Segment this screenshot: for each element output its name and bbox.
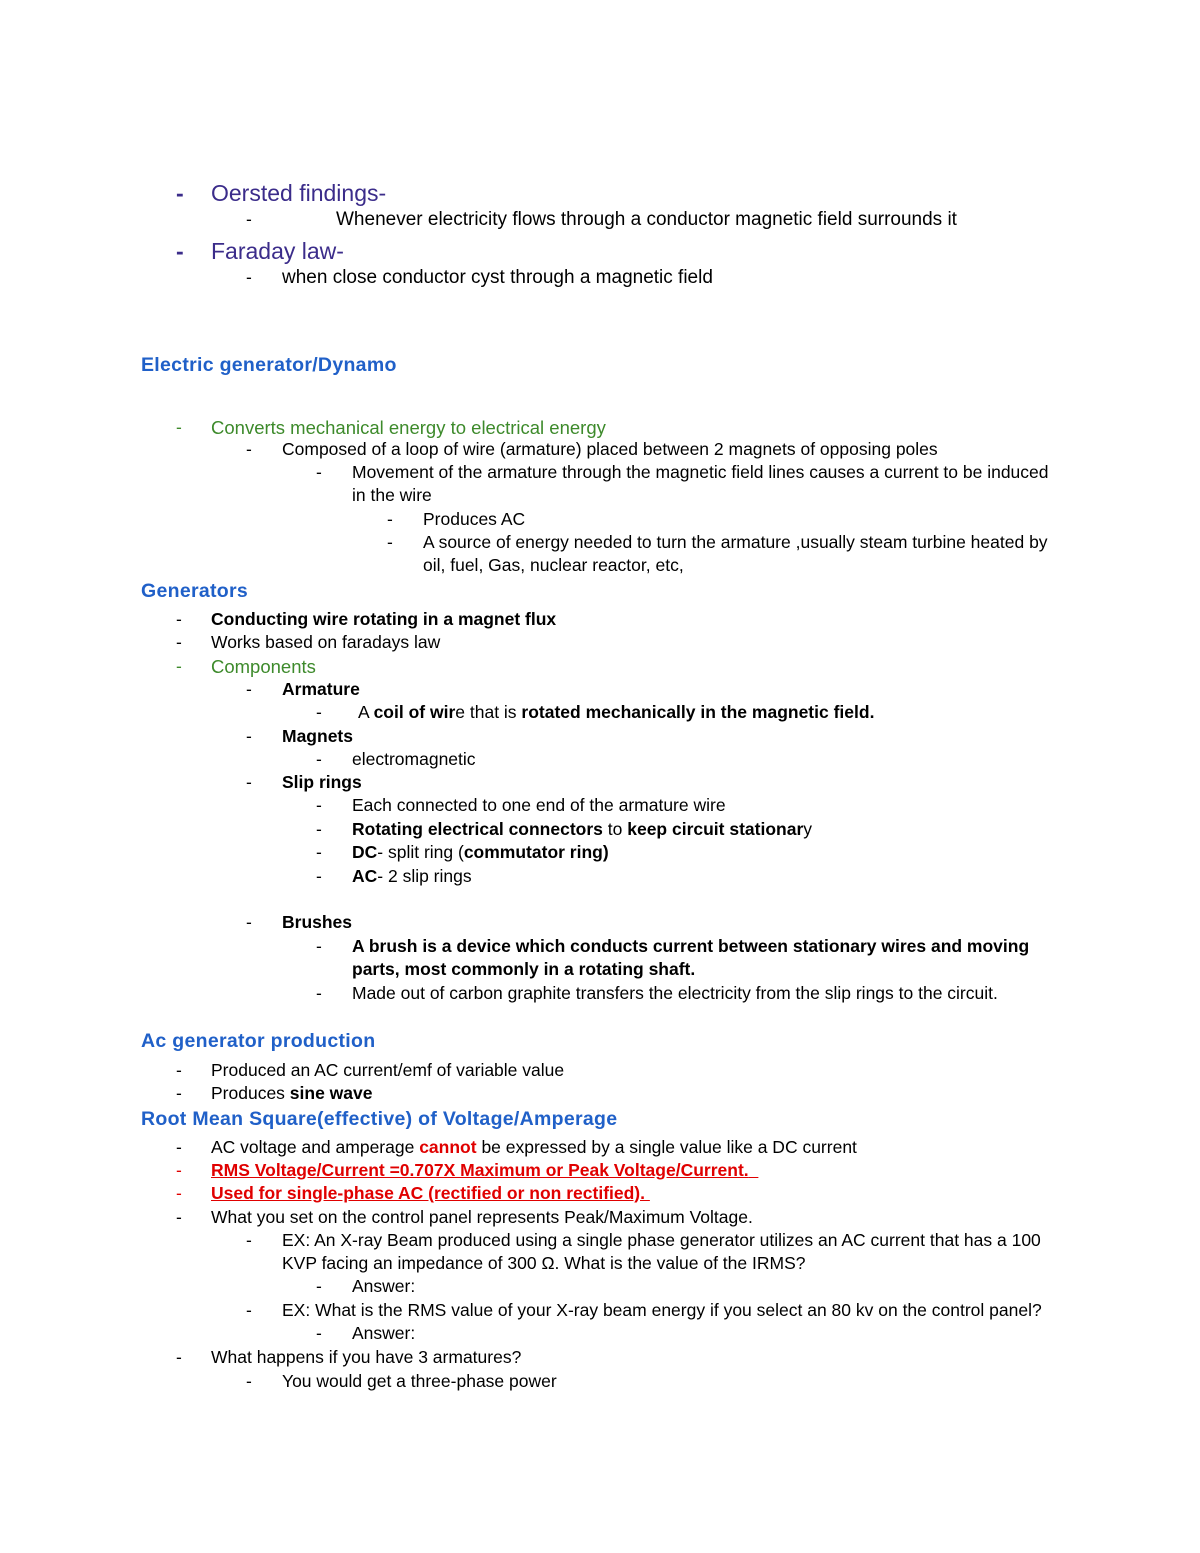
magnets-description: electromagnetic [352, 749, 476, 769]
bullet-dash: - [176, 632, 182, 652]
bullet-dash: - [316, 462, 322, 482]
brush-definition-line1: A brush is a device which conducts current between stationary wires and moving [352, 936, 1030, 956]
component-slip-rings: Slip rings [282, 772, 362, 792]
dynamo-movement-line2: in the wire [352, 485, 432, 505]
rms-control-panel: What you set on the control panel represents Peak/Maximum Voltage. [211, 1207, 753, 1227]
dynamo-movement-line1: Movement of the armature through the magnetic field lines causes a current to be induced [352, 462, 1049, 482]
bullet-dash: - [176, 656, 182, 676]
bullet-dash: - [176, 1160, 182, 1180]
bullet-dash: - [246, 1230, 252, 1250]
slip-rings-ac: AC- 2 slip rings [352, 866, 472, 886]
slip-rings-each: Each connected to one end of the armature wire [352, 795, 726, 815]
bullet-dash: - [387, 532, 393, 552]
faraday-title: Faraday law- [211, 238, 344, 264]
bullet-dash: - [246, 1300, 252, 1320]
ac-produced: Produced an AC current/emf of variable value [211, 1060, 565, 1080]
bullet-dash: - [176, 609, 182, 629]
dynamo-composed: Composed of a loop of wire (armature) placed between 2 magnets of opposing poles [282, 439, 938, 459]
bullet-dash: - [176, 1083, 182, 1103]
oersted-point: Whenever electricity flows through a conductor magnetic field surrounds it [336, 209, 957, 230]
bullet-dash: - [246, 912, 252, 932]
generators-heading: Generators [141, 580, 249, 602]
bullet-dash: - [176, 238, 184, 264]
bullet-dash: - [246, 726, 252, 746]
bullet-dash: - [316, 1276, 322, 1296]
dynamo-heading: Electric generator/Dynamo [141, 354, 397, 376]
rms-answer1: Answer: [352, 1276, 416, 1296]
rms-example1-line2: KVP facing an impedance of 300 Ω. What is the value of the IRMS? [282, 1253, 806, 1273]
generators-works: Works based on faradays law [211, 632, 441, 652]
bullet-dash: - [387, 509, 393, 529]
dynamo-produces-ac: Produces AC [423, 509, 526, 529]
bullet-dash: - [316, 1323, 322, 1343]
rms-ac-cannot: AC voltage and amperage cannot be expressed by a single value like a DC current [211, 1137, 857, 1157]
bullet-dash: - [246, 772, 252, 792]
rms-example1-line1: EX: An X-ray Beam produced using a single phase generator utilizes an AC current that has a 100 [282, 1230, 1041, 1250]
bullet-dash: - [176, 180, 184, 206]
bullet-dash: - [316, 819, 322, 839]
dynamo-source-line1: A source of energy needed to turn the armature ,usually steam turbine heated by [423, 532, 1048, 552]
bullet-dash: - [316, 702, 322, 722]
bullet-dash: - [176, 1347, 182, 1367]
rms-formula: RMS Voltage/Current =0.707X Maximum or Peak Voltage/Current. [211, 1160, 749, 1180]
component-armature: Armature [282, 679, 360, 699]
dynamo-source-line2: oil, fuel, Gas, nuclear reactor, etc, [423, 555, 684, 575]
component-magnets: Magnets [282, 726, 353, 746]
bullet-dash: - [316, 866, 322, 886]
rms-answer2: Answer: [352, 1323, 416, 1343]
bullet-dash: - [176, 1060, 182, 1080]
component-brushes: Brushes [282, 912, 353, 932]
bullet-dash: - [316, 983, 322, 1003]
generators-components: Components [211, 656, 316, 677]
armature-description: A coil of wire that is rotated mechanically in the magnetic field. [358, 702, 875, 722]
bullet-dash: - [246, 267, 252, 287]
bullet-dash: - [246, 1371, 252, 1391]
bullet-dash: - [176, 1207, 182, 1227]
bullet-dash: - [316, 749, 322, 769]
bullet-dash: - [176, 1137, 182, 1157]
bullet-dash: - [246, 679, 252, 699]
bullet-dash: - [176, 417, 182, 437]
bullet-dash: - [246, 439, 252, 459]
ac-production-heading: Ac generator production [141, 1030, 376, 1052]
brush-definition-line2: parts, most commonly in a rotating shaft. [352, 959, 696, 979]
slip-rings-rotating: Rotating electrical connectors to keep circuit stationary [352, 819, 813, 839]
bullet-dash: - [316, 936, 322, 956]
bullet-dash: - [176, 1183, 182, 1203]
generators-conducting: Conducting wire rotating in a magnet flux [211, 609, 557, 629]
slip-rings-dc: DC- split ring (commutator ring) [352, 842, 609, 862]
rms-heading: Root Mean Square(effective) of Voltage/Amperage [141, 1108, 618, 1130]
rms-three-armatures: What happens if you have 3 armatures? [211, 1347, 522, 1367]
oersted-title: Oersted findings- [211, 180, 387, 206]
rms-three-phase-answer: You would get a three-phase power [282, 1371, 557, 1391]
bullet-dash: - [246, 209, 252, 229]
brush-made-of: Made out of carbon graphite transfers the electricity from the slip rings to the circuit. [352, 983, 998, 1003]
bullet-dash: - [316, 795, 322, 815]
ac-produces-sine: Produces sine wave [211, 1083, 373, 1103]
dynamo-converts: Converts mechanical energy to electrical energy [211, 417, 606, 438]
faraday-point: when close conductor cyst through a magnetic field [282, 267, 713, 288]
rms-used-for: Used for single-phase AC (rectified or non rectified). [211, 1183, 645, 1203]
bullet-dash: - [316, 842, 322, 862]
rms-example2: EX: What is the RMS value of your X-ray beam energy if you select an 80 kv on the control panel? [282, 1300, 1042, 1320]
